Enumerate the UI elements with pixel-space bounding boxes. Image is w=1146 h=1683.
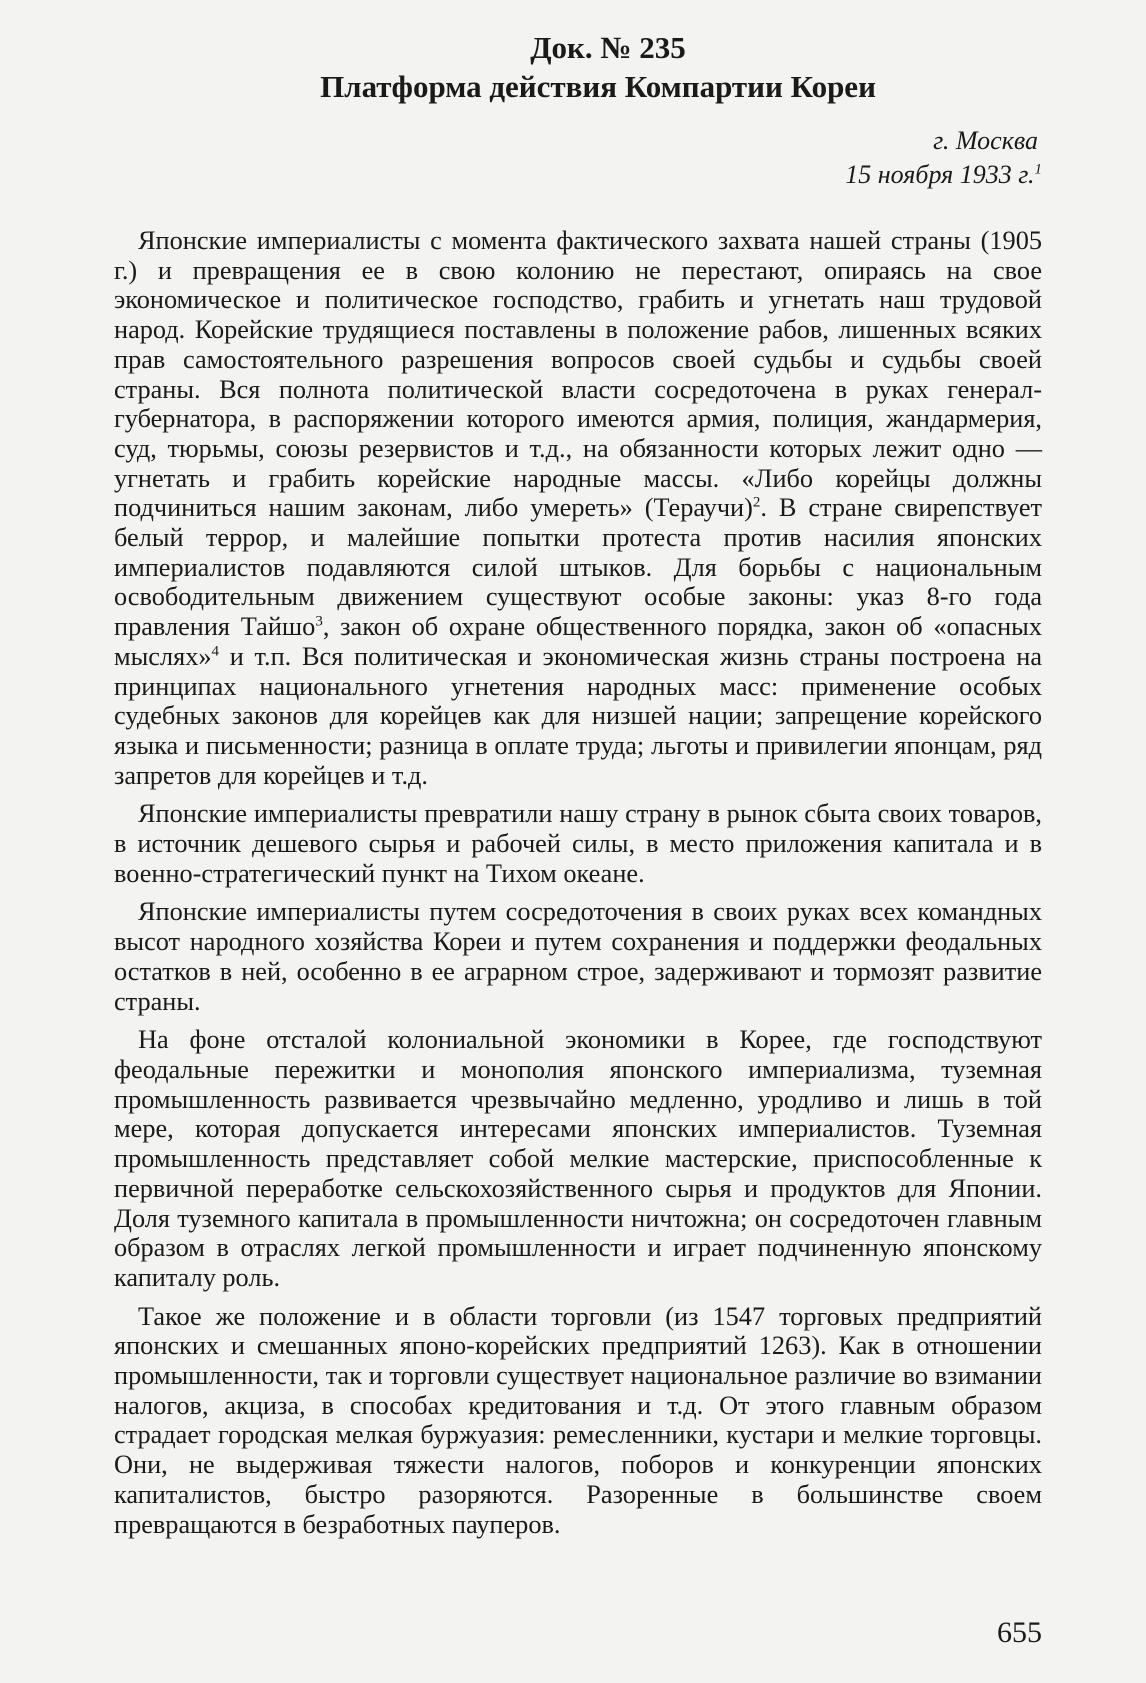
paragraph-3: Японские империалисты путем сосредоточения в своих руках всех командных высот народного хозяйства Кореи и путем сохранения и поддержки феодальных остатков в ней, особенно в ее аграрном строе, задерживают и тормозят развитие страны. bbox=[114, 897, 1042, 1016]
paragraph-2: Японские империалисты превратили нашу страну в рынок сбыта своих товаров, в источник дешевого сырья и рабочей силы, в место приложения капитала и в военно-стратегический пункт на Тихом океане. bbox=[114, 799, 1042, 888]
document-title: Платформа действия Компартии Кореи bbox=[320, 69, 876, 104]
paragraph-text: , закон об охране общественного порядка, закон об «опасных мыслях» bbox=[114, 612, 1042, 671]
paragraph-text: и т.п. Вся политическая и экономическая жизнь страны построена на принципах национального угнетения народных масс: применение особых судебных законов для корейцев как для низшей нации; запрещение корейского языка и письменности; разница в оплате труда; льготы и привилегии японцам, ряд запретов для корейцев и т.д. bbox=[114, 641, 1042, 790]
paragraph-text: Японские империалисты с момента фактического захвата нашей страны (1905 г.) и превращения ее в свою колонию не перестают, опираясь на свое экономическое и политическое господство, грабить и угнетать наш трудовой народ. Корейские трудящиеся поставлены в положение рабов, лишенных всяких прав самостоятельного разрешения вопросов своей судьбы и судьбы своей страны. Вся полнота политической власти сосредоточена в руках генерал-губернатора, в распоряжении которого имеются армия, полиция, жандармерия, суд, тюрьмы, союзы резервистов и т.д., на обязанности которых лежит одно — угнетать и грабить корейские народные массы. «Либо корейцы должны подчиниться нашим законам, либо умереть» (Тераучи) bbox=[114, 226, 1042, 523]
paragraph-1 bbox=[114, 226, 1042, 790]
paragraph-text: . В стране свирепствует белый террор, и малейшие попытки протеста против насилия японских империалистов подавляются силой штыков. Для борьбы с национальным освободительным движением существуют особые законы: указ 8-го года правления Тайшо bbox=[114, 493, 1042, 642]
footnote-marker: 3 bbox=[315, 613, 323, 630]
footnote-marker: 2 bbox=[752, 494, 761, 511]
paragraph-5: Такое же положение и в области торговли (из 1547 торговых предприятий японских и смешанных японо-корейских предприятий 1263). Как в отношении промышленности, так и торговли существует национальное различие во взимании налогов, акциза, в способах кредитования и т.д. От этого главным образом страдает городская мелкая буржуазия: ремесленники, кустари и мелкие торговцы. Они, не выдерживая тяжести налогов, поборов и конкуренции японских капиталистов, быстро разоряются. Разоренные в большинстве своем превращаются в безработных пауперов. bbox=[114, 1301, 1042, 1539]
paragraph-4: На фоне отсталой колониальной экономики в Корее, где господствуют феодальные пережитки и монополия японского империализма, туземная промышленность развивается чрезвычайно медленно, уродливо и лишь в той мере, которая допускается интересами японских империалистов. Туземная промышленность представляет собой мелкие мастерские, приспособленные к первичной переработке сельскохозяйственного сырья и продуктов для Японии. Доля туземного капитала в промышленности ничтожна; он сосредоточен главным образом в отраслях легкой промышленности и играет подчиненную японскому капиталу роль. bbox=[114, 1025, 1042, 1292]
footnote-marker: 4 bbox=[211, 643, 219, 660]
document-page bbox=[114, 30, 1042, 1660]
document-body bbox=[114, 226, 1042, 1539]
document-number: Док. № 235 bbox=[530, 30, 686, 65]
page-number: 655 bbox=[997, 1616, 1042, 1649]
document-date bbox=[114, 158, 1042, 192]
document-place: г. Москва bbox=[933, 126, 1038, 155]
document-date-text: 15 ноября 1933 г. bbox=[845, 160, 1035, 189]
footnote-marker: 1 bbox=[1034, 161, 1042, 178]
